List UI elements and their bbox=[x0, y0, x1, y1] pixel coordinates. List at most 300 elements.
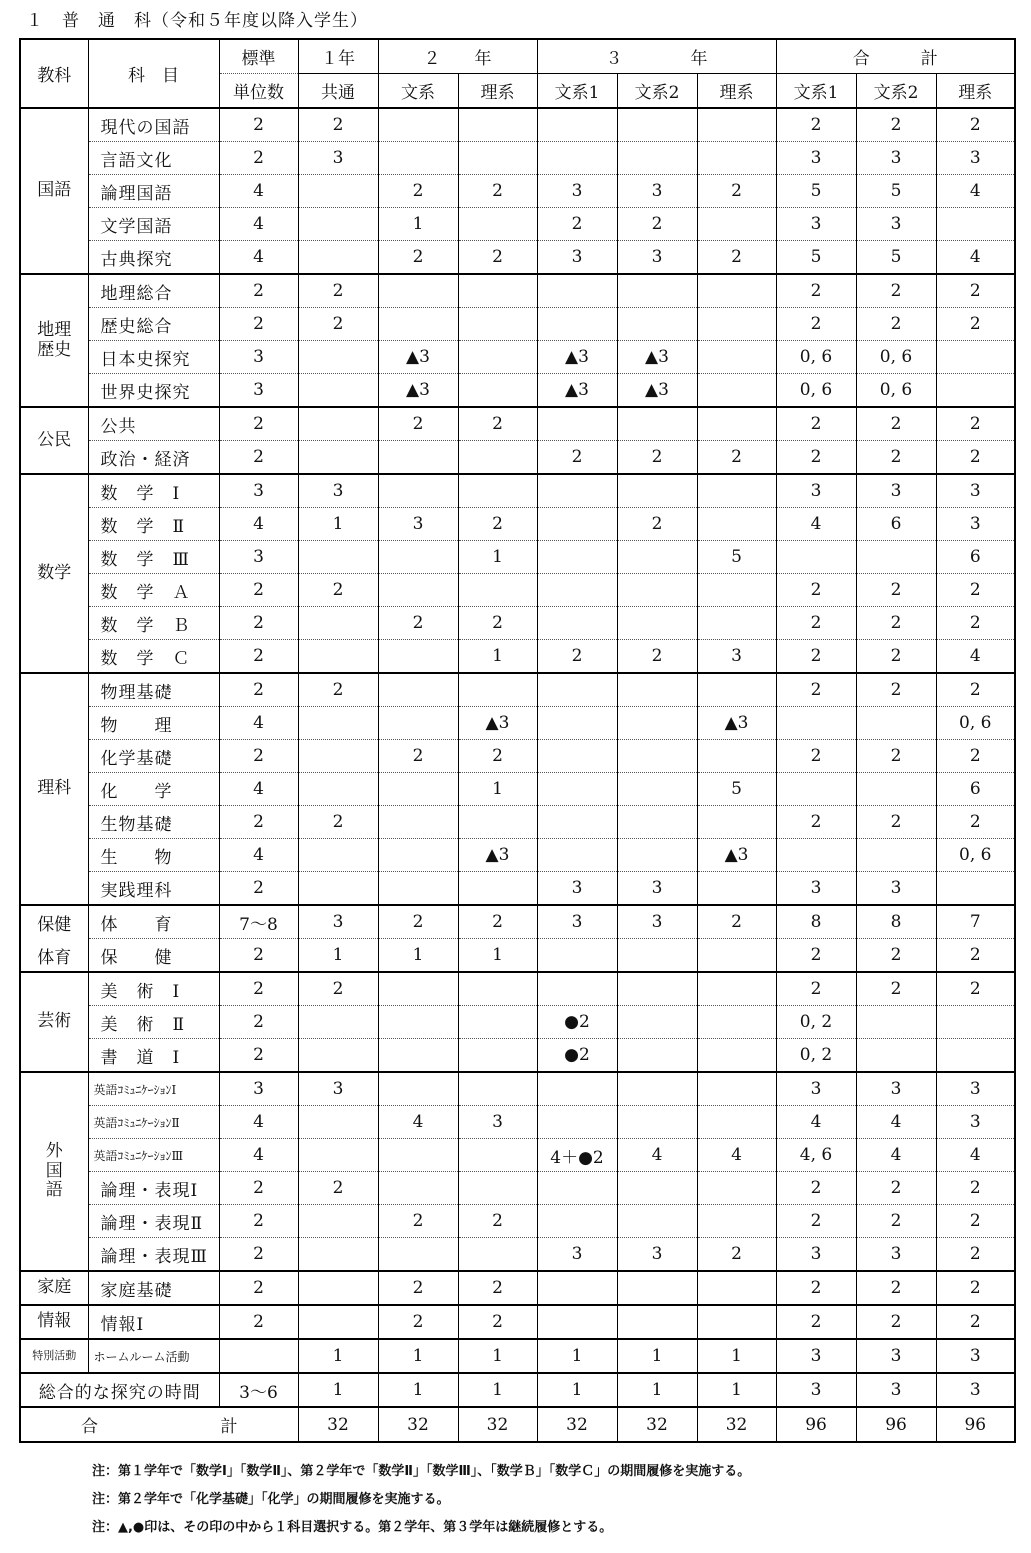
unit-cell: 2 bbox=[378, 740, 458, 773]
unit-cell bbox=[617, 607, 697, 640]
unit-cell bbox=[697, 108, 776, 142]
header-y2-bunkei: 文系 bbox=[378, 74, 458, 109]
standard-units: 2 bbox=[219, 308, 298, 341]
unit-cell bbox=[298, 1271, 378, 1305]
standard-units: 2 bbox=[219, 1006, 298, 1039]
unit-cell: 2 bbox=[936, 939, 1015, 973]
table-row bbox=[20, 1039, 1015, 1073]
unit-cell bbox=[458, 1072, 537, 1106]
unit-cell: 2 bbox=[776, 939, 856, 973]
unit-cell: 1 bbox=[697, 1373, 776, 1407]
unit-cell: 2 bbox=[936, 1271, 1015, 1305]
subject-name: 体 育 bbox=[88, 905, 219, 939]
header-kyoka: 教科 bbox=[20, 39, 88, 108]
unit-cell: 2 bbox=[776, 972, 856, 1006]
unit-cell bbox=[537, 274, 617, 308]
unit-cell: 2 bbox=[856, 1205, 936, 1238]
unit-cell: 2 bbox=[458, 1271, 537, 1305]
unit-cell bbox=[697, 1205, 776, 1238]
unit-cell: 1 bbox=[617, 1373, 697, 1407]
unit-cell bbox=[776, 839, 856, 872]
unit-cell: 2 bbox=[458, 1305, 537, 1339]
unit-cell: 3 bbox=[617, 1238, 697, 1272]
unit-cell: 1 bbox=[378, 208, 458, 241]
unit-cell: 0, 6 bbox=[856, 341, 936, 374]
unit-cell: 2 bbox=[856, 740, 936, 773]
unit-cell: 2 bbox=[617, 441, 697, 475]
subject-name: 物 理 bbox=[88, 707, 219, 740]
unit-cell: 2 bbox=[776, 441, 856, 475]
unit-cell: 1 bbox=[697, 1339, 776, 1373]
unit-cell bbox=[378, 773, 458, 806]
unit-cell bbox=[537, 1271, 617, 1305]
standard-units: 2 bbox=[219, 142, 298, 175]
unit-cell bbox=[298, 607, 378, 640]
unit-cell: 2 bbox=[298, 806, 378, 839]
unit-cell bbox=[697, 740, 776, 773]
subject-name: 数 学 Ｂ bbox=[88, 607, 219, 640]
unit-cell: 3 bbox=[617, 241, 697, 275]
unit-cell bbox=[537, 773, 617, 806]
unit-cell: 1 bbox=[378, 939, 458, 973]
unit-cell: 2 bbox=[856, 274, 936, 308]
subject-name: 公共 bbox=[88, 407, 219, 441]
table-row bbox=[20, 308, 1015, 341]
unit-cell bbox=[776, 707, 856, 740]
unit-cell: 2 bbox=[856, 574, 936, 607]
unit-cell: 1 bbox=[298, 939, 378, 973]
standard-units: 4 bbox=[219, 1139, 298, 1172]
unit-cell bbox=[458, 108, 537, 142]
unit-cell: 3 bbox=[697, 640, 776, 674]
unit-cell bbox=[617, 1039, 697, 1073]
unit-cell: 4 bbox=[936, 241, 1015, 275]
unit-cell bbox=[458, 574, 537, 607]
unit-cell: 2 bbox=[936, 108, 1015, 142]
table-row bbox=[20, 541, 1015, 574]
category-cell: 特別活動 bbox=[20, 1339, 88, 1373]
unit-cell bbox=[617, 839, 697, 872]
unit-cell bbox=[378, 640, 458, 674]
unit-cell bbox=[298, 1139, 378, 1172]
table-row bbox=[20, 773, 1015, 806]
table-row bbox=[20, 208, 1015, 241]
unit-cell bbox=[378, 806, 458, 839]
unit-cell: 2 bbox=[298, 574, 378, 607]
unit-cell bbox=[378, 1139, 458, 1172]
unit-cell bbox=[697, 341, 776, 374]
unit-cell: 8 bbox=[856, 905, 936, 939]
standard-units: 2 bbox=[219, 407, 298, 441]
unit-cell: 2 bbox=[776, 740, 856, 773]
curriculum-table bbox=[19, 38, 1016, 1443]
total-cell: 32 bbox=[458, 1407, 537, 1442]
unit-cell bbox=[697, 1039, 776, 1073]
unit-cell: 2 bbox=[856, 939, 936, 973]
header-y3-bunkei2: 文系2 bbox=[617, 74, 697, 109]
table-row bbox=[20, 839, 1015, 872]
unit-cell: 3 bbox=[856, 1373, 936, 1407]
table-row bbox=[20, 905, 1015, 939]
total-cell: 32 bbox=[298, 1407, 378, 1442]
header-total-bunkei1: 文系1 bbox=[776, 74, 856, 109]
unit-cell: 2 bbox=[378, 175, 458, 208]
subject-name: 歴史総合 bbox=[88, 308, 219, 341]
standard-units: 2 bbox=[219, 939, 298, 973]
unit-cell bbox=[298, 1106, 378, 1139]
unit-cell bbox=[298, 241, 378, 275]
unit-cell: 2 bbox=[378, 407, 458, 441]
subject-name: 論理・表現Ⅱ bbox=[88, 1205, 219, 1238]
unit-cell bbox=[856, 773, 936, 806]
unit-cell: 2 bbox=[856, 1271, 936, 1305]
header-kyotsu: 共通 bbox=[298, 74, 378, 109]
standard-units: 3 bbox=[219, 1072, 298, 1106]
unit-cell: 0, 2 bbox=[776, 1039, 856, 1073]
unit-cell bbox=[537, 839, 617, 872]
unit-cell: 3 bbox=[936, 1072, 1015, 1106]
unit-cell: 8 bbox=[776, 905, 856, 939]
unit-cell: 2 bbox=[776, 640, 856, 674]
unit-cell: 4 bbox=[936, 1139, 1015, 1172]
unit-cell: 2 bbox=[936, 972, 1015, 1006]
unit-cell: 3 bbox=[776, 1238, 856, 1272]
unit-cell: 3 bbox=[936, 474, 1015, 508]
unit-cell: 2 bbox=[856, 108, 936, 142]
unit-cell bbox=[537, 740, 617, 773]
unit-cell bbox=[537, 673, 617, 707]
unit-cell: 2 bbox=[458, 740, 537, 773]
unit-cell: 2 bbox=[936, 441, 1015, 475]
standard-units: 2 bbox=[219, 972, 298, 1006]
header-total: 合 計 bbox=[776, 39, 1015, 74]
unit-cell: 1 bbox=[458, 541, 537, 574]
total-cell: 32 bbox=[378, 1407, 458, 1442]
unit-cell bbox=[856, 541, 936, 574]
unit-cell: 3 bbox=[776, 142, 856, 175]
unit-cell: ▲3 bbox=[458, 839, 537, 872]
unit-cell: 2 bbox=[378, 905, 458, 939]
subject-name: 生物基礎 bbox=[88, 806, 219, 839]
unit-cell: 1 bbox=[458, 939, 537, 973]
header-y3-rikei: 理系 bbox=[697, 74, 776, 109]
note-1: 注：第１学年で「数学Ⅰ」「数学Ⅱ」、第２学年で「数学Ⅱ」「数学Ⅲ」、「数学Ｂ」「数学Ｃ」の期間履修を実施する。 bbox=[92, 1464, 751, 1479]
unit-cell bbox=[936, 341, 1015, 374]
unit-cell: 2 bbox=[856, 407, 936, 441]
standard-units: 4 bbox=[219, 208, 298, 241]
unit-cell: 1 bbox=[458, 773, 537, 806]
unit-cell: 2 bbox=[697, 241, 776, 275]
unit-cell bbox=[697, 1172, 776, 1205]
unit-cell bbox=[537, 574, 617, 607]
unit-cell bbox=[697, 1305, 776, 1339]
subject-name: 論理国語 bbox=[88, 175, 219, 208]
unit-cell bbox=[378, 574, 458, 607]
category-cell: 数学 bbox=[20, 474, 88, 673]
subject-name: 書 道 Ⅰ bbox=[88, 1039, 219, 1073]
unit-cell: 2 bbox=[378, 1305, 458, 1339]
unit-cell: ▲3 bbox=[697, 839, 776, 872]
standard-units: 2 bbox=[219, 673, 298, 707]
table-row bbox=[20, 1106, 1015, 1139]
total-cell: 96 bbox=[776, 1407, 856, 1442]
unit-cell: ▲3 bbox=[617, 374, 697, 408]
unit-cell: 2 bbox=[856, 441, 936, 475]
subject-name: 家庭基礎 bbox=[88, 1271, 219, 1305]
unit-cell bbox=[537, 474, 617, 508]
unit-cell: 3 bbox=[856, 142, 936, 175]
standard-units: 2 bbox=[219, 740, 298, 773]
unit-cell: 2 bbox=[936, 1305, 1015, 1339]
standard-units: 4 bbox=[219, 241, 298, 275]
unit-cell: 1 bbox=[378, 1339, 458, 1373]
unit-cell bbox=[458, 208, 537, 241]
standard-units: 2 bbox=[219, 872, 298, 906]
subject-name: 美 術 Ⅱ bbox=[88, 1006, 219, 1039]
unit-cell bbox=[298, 407, 378, 441]
subject-name: 日本史探究 bbox=[88, 341, 219, 374]
unit-cell bbox=[697, 208, 776, 241]
subject-name: 化学基礎 bbox=[88, 740, 219, 773]
subject-name: 化 学 bbox=[88, 773, 219, 806]
unit-cell bbox=[617, 274, 697, 308]
subject-name: 保 健 bbox=[88, 939, 219, 973]
subject-name: 数 学 Ａ bbox=[88, 574, 219, 607]
standard-units: 2 bbox=[219, 108, 298, 142]
unit-cell bbox=[298, 541, 378, 574]
subject-name: 英語ｺﾐｭﾆｹｰｼｮﾝⅡ bbox=[88, 1106, 219, 1139]
unit-cell: 2 bbox=[776, 1271, 856, 1305]
unit-cell bbox=[378, 1039, 458, 1073]
standard-units: 2 bbox=[219, 806, 298, 839]
standard-units: 2 bbox=[219, 1238, 298, 1272]
unit-cell: 2 bbox=[856, 972, 936, 1006]
header-total-bunkei2: 文系2 bbox=[856, 74, 936, 109]
subject-name: 地理総合 bbox=[88, 274, 219, 308]
unit-cell bbox=[697, 872, 776, 906]
unit-cell: 2 bbox=[776, 1205, 856, 1238]
unit-cell: 2 bbox=[856, 806, 936, 839]
table-row bbox=[20, 1172, 1015, 1205]
unit-cell: 3 bbox=[936, 508, 1015, 541]
unit-cell: 0, 6 bbox=[936, 839, 1015, 872]
note-3: 注：▲,●印は、その印の中から１科目選択する。第２学年、第３学年は継続履修とする。 bbox=[92, 1520, 613, 1535]
unit-cell bbox=[298, 640, 378, 674]
unit-cell: 2 bbox=[856, 607, 936, 640]
table-row bbox=[20, 707, 1015, 740]
unit-cell bbox=[697, 939, 776, 973]
unit-cell: 4 bbox=[776, 1106, 856, 1139]
unit-cell bbox=[378, 441, 458, 475]
unit-cell bbox=[697, 274, 776, 308]
unit-cell bbox=[617, 939, 697, 973]
unit-cell bbox=[298, 1305, 378, 1339]
unit-cell: 2 bbox=[378, 1205, 458, 1238]
unit-cell bbox=[378, 274, 458, 308]
unit-cell: 2 bbox=[776, 1172, 856, 1205]
unit-cell bbox=[378, 972, 458, 1006]
table-row bbox=[20, 407, 1015, 441]
unit-cell bbox=[617, 1305, 697, 1339]
unit-cell bbox=[617, 1172, 697, 1205]
header-hyojun: 標準 bbox=[219, 39, 298, 74]
subject-name: 数 学 Ⅰ bbox=[88, 474, 219, 508]
unit-cell: 2 bbox=[458, 407, 537, 441]
unit-cell: 2 bbox=[936, 740, 1015, 773]
unit-cell: 3 bbox=[298, 1072, 378, 1106]
subject-name: 英語ｺﾐｭﾆｹｰｼｮﾝⅠ bbox=[88, 1072, 219, 1106]
subject-name: 文学国語 bbox=[88, 208, 219, 241]
unit-cell bbox=[378, 1006, 458, 1039]
unit-cell bbox=[697, 407, 776, 441]
category-cell: 地理 歴史 bbox=[20, 274, 88, 407]
unit-cell: 2 bbox=[776, 407, 856, 441]
standard-units: 2 bbox=[219, 607, 298, 640]
unit-cell: 5 bbox=[856, 241, 936, 275]
unit-cell bbox=[378, 474, 458, 508]
unit-cell bbox=[298, 1238, 378, 1272]
unit-cell bbox=[617, 1006, 697, 1039]
standard-units: 3 bbox=[219, 374, 298, 408]
unit-cell bbox=[458, 474, 537, 508]
unit-cell: 2 bbox=[298, 972, 378, 1006]
unit-cell: 4 bbox=[378, 1106, 458, 1139]
total-label bbox=[20, 1407, 298, 1442]
unit-cell: 0, 6 bbox=[936, 707, 1015, 740]
unit-cell bbox=[537, 607, 617, 640]
unit-cell bbox=[697, 508, 776, 541]
unit-cell bbox=[617, 407, 697, 441]
unit-cell: 2 bbox=[856, 308, 936, 341]
unit-cell bbox=[298, 839, 378, 872]
standard-units: 2 bbox=[219, 1205, 298, 1238]
header-year1: １年 bbox=[298, 39, 378, 74]
unit-cell: 2 bbox=[458, 508, 537, 541]
unit-cell: 3 bbox=[298, 474, 378, 508]
standard-units bbox=[219, 1339, 298, 1373]
unit-cell bbox=[617, 142, 697, 175]
standard-units: 2 bbox=[219, 274, 298, 308]
category-cell: 体育 bbox=[20, 939, 88, 973]
category-cell: 芸術 bbox=[20, 972, 88, 1072]
unit-cell: 5 bbox=[776, 241, 856, 275]
unit-cell: 2 bbox=[458, 1205, 537, 1238]
unit-cell bbox=[617, 308, 697, 341]
unit-cell bbox=[378, 1238, 458, 1272]
unit-cell: 3 bbox=[617, 872, 697, 906]
unit-cell bbox=[378, 673, 458, 707]
unit-cell: 3 bbox=[776, 872, 856, 906]
unit-cell bbox=[298, 1006, 378, 1039]
unit-cell: 4 bbox=[617, 1139, 697, 1172]
category-cell: 保健 bbox=[20, 905, 88, 939]
unit-cell bbox=[776, 541, 856, 574]
unit-cell: 2 bbox=[617, 640, 697, 674]
unit-cell bbox=[537, 142, 617, 175]
unit-cell: 2 bbox=[298, 1172, 378, 1205]
unit-cell bbox=[458, 274, 537, 308]
standard-units: 2 bbox=[219, 1172, 298, 1205]
table-row bbox=[20, 274, 1015, 308]
unit-cell: 2 bbox=[936, 1205, 1015, 1238]
unit-cell: 3 bbox=[537, 905, 617, 939]
subject-name: 数 学 Ｃ bbox=[88, 640, 219, 674]
unit-cell: 2 bbox=[776, 274, 856, 308]
table-row bbox=[20, 939, 1015, 973]
unit-cell: 2 bbox=[298, 274, 378, 308]
unit-cell bbox=[458, 441, 537, 475]
unit-cell bbox=[298, 374, 378, 408]
unit-cell bbox=[617, 972, 697, 1006]
unit-cell: 3 bbox=[617, 175, 697, 208]
total-label-b: 計 bbox=[220, 1417, 238, 1437]
unit-cell: 2 bbox=[697, 175, 776, 208]
subject-name: 物理基礎 bbox=[88, 673, 219, 707]
unit-cell bbox=[697, 607, 776, 640]
unit-cell bbox=[697, 142, 776, 175]
unit-cell bbox=[537, 707, 617, 740]
unit-cell: 2 bbox=[537, 208, 617, 241]
subject-name: 情報Ⅰ bbox=[88, 1305, 219, 1339]
standard-units: 3 bbox=[219, 474, 298, 508]
unit-cell: 6 bbox=[856, 508, 936, 541]
unit-cell bbox=[936, 872, 1015, 906]
table-row bbox=[20, 1373, 1015, 1407]
unit-cell: 3 bbox=[856, 208, 936, 241]
subject-name: 数 学 Ⅲ bbox=[88, 541, 219, 574]
sogo-label: 総合的な探究の時間 bbox=[20, 1373, 219, 1407]
unit-cell bbox=[298, 208, 378, 241]
unit-cell: 2 bbox=[298, 308, 378, 341]
table-row bbox=[20, 474, 1015, 508]
category-cell: 外 国 語 bbox=[20, 1072, 88, 1271]
table-row bbox=[20, 1205, 1015, 1238]
unit-cell bbox=[617, 541, 697, 574]
category-cell: 国語 bbox=[20, 108, 88, 274]
unit-cell bbox=[697, 474, 776, 508]
unit-cell bbox=[298, 441, 378, 475]
unit-cell: 2 bbox=[697, 905, 776, 939]
unit-cell bbox=[458, 972, 537, 1006]
unit-cell: 3 bbox=[537, 175, 617, 208]
unit-cell bbox=[537, 972, 617, 1006]
unit-cell bbox=[856, 707, 936, 740]
unit-cell: 2 bbox=[776, 574, 856, 607]
unit-cell: 2 bbox=[537, 441, 617, 475]
unit-cell bbox=[697, 673, 776, 707]
total-cell: 32 bbox=[617, 1407, 697, 1442]
subject-name: 英語ｺﾐｭﾆｹｰｼｮﾝⅢ bbox=[88, 1139, 219, 1172]
unit-cell: 7 bbox=[936, 905, 1015, 939]
unit-cell: 2 bbox=[856, 640, 936, 674]
unit-cell: 2 bbox=[697, 1238, 776, 1272]
unit-cell bbox=[298, 341, 378, 374]
table-row bbox=[20, 607, 1015, 640]
unit-cell bbox=[298, 707, 378, 740]
unit-cell: 2 bbox=[776, 1305, 856, 1339]
unit-cell bbox=[697, 374, 776, 408]
standard-units: 7～8 bbox=[219, 905, 298, 939]
unit-cell: 2 bbox=[537, 640, 617, 674]
unit-cell: 2 bbox=[936, 308, 1015, 341]
unit-cell bbox=[298, 872, 378, 906]
unit-cell: 4 bbox=[697, 1139, 776, 1172]
category-cell: 理科 bbox=[20, 673, 88, 905]
unit-cell bbox=[458, 374, 537, 408]
standard-units: 3～6 bbox=[219, 1373, 298, 1407]
table-row bbox=[20, 1271, 1015, 1305]
unit-cell: 2 bbox=[298, 673, 378, 707]
